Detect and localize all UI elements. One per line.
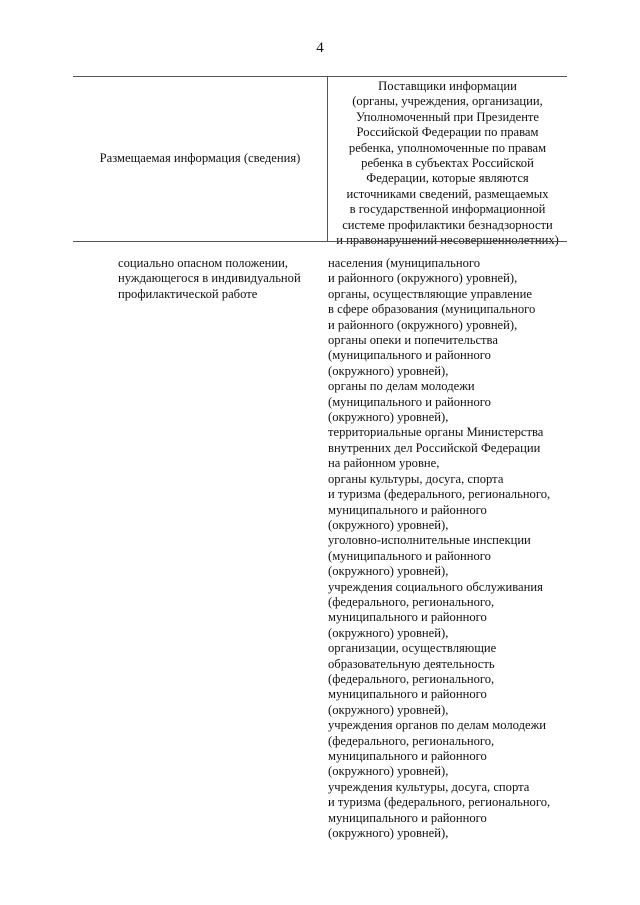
row-providers-line: муниципального и районного (328, 687, 487, 702)
row-providers-line: органы культуры, досуга, спорта (328, 471, 504, 486)
row-info-line: социально опасном положении, (118, 256, 289, 270)
row-providers-line: (муниципального и районного (328, 548, 491, 563)
row-providers-line: (окружного) уровней), (328, 702, 449, 717)
row-providers-line: в сфере образования (муниципального (328, 302, 536, 317)
row-providers-line: и районного (окружного) уровней), (328, 271, 518, 286)
row-cell-info (118, 256, 318, 302)
row-providers-line: (окружного) уровней), (328, 564, 449, 579)
row-providers-line: территориальные органы Министерства (328, 425, 544, 440)
header-providers-line: (органы, учреждения, организации, (352, 94, 543, 109)
row-providers-line: (окружного) уровней), (328, 625, 449, 640)
row-providers-line: муниципального и районного (328, 610, 487, 625)
row-info-line: профилактической работе (118, 286, 258, 301)
row-providers-line: (муниципального и районного (328, 348, 491, 363)
row-providers-line: населения (муниципального (328, 256, 481, 270)
row-providers-line: и туризма (федерального, регионального, (328, 795, 551, 810)
header-cell-providers (328, 79, 567, 248)
row-providers-line: (федерального, регионального, (328, 671, 495, 686)
row-providers-line: образовательную деятельность (328, 656, 495, 671)
header-providers-line: и правонарушений несовершеннолетних) (336, 233, 559, 248)
page-number: 4 (316, 40, 324, 56)
row-providers-line: (федерального, регионального, (328, 733, 495, 748)
header-providers-line: Поставщики информации (378, 79, 517, 93)
header-providers-line: системе профилактики безнадзорности (342, 217, 553, 232)
row-providers-line: и районного (окружного) уровней), (328, 317, 518, 332)
row-providers-line: (окружного) уровней), (328, 517, 449, 532)
row-providers-line: органы по делам молодежи (328, 379, 475, 394)
row-info-line: нуждающегося в индивидуальной (118, 271, 301, 286)
row-providers-line: органы опеки и попечительства (328, 333, 498, 348)
header-providers-line: ребенка в субъектах Российской (361, 156, 534, 171)
row-providers-line: (окружного) уровней), (328, 826, 449, 841)
row-providers-line: органы, осуществляющие управление (328, 286, 532, 301)
row-providers-line: учреждения социального обслуживания (328, 579, 543, 594)
header-providers-line: в государственной информационной (349, 202, 546, 217)
row-providers-line: и туризма (федерального, регионального, (328, 487, 551, 502)
header-cell-info (73, 76, 327, 241)
row-providers-line: муниципального и районного (328, 502, 487, 517)
header-providers-line: Федерации, которые являются (366, 171, 529, 186)
header-providers-line: ребенка, уполномоченные по правам (348, 140, 547, 155)
row-providers-line: организации, осуществляющие (328, 641, 497, 656)
row-providers-line: на районном уровне, (328, 456, 440, 471)
header-info-label: Размещаемая информация (сведения) (99, 151, 301, 165)
header-bottom-rule (73, 241, 567, 242)
header-providers-line: Уполномоченный при Президенте (355, 109, 540, 124)
header-providers-line: источниками сведений, размещаемых (346, 186, 549, 201)
header-providers-line: Российской Федерации по правам (356, 125, 539, 140)
row-providers-line: учреждения культуры, досуга, спорта (328, 779, 530, 794)
row-providers-line: (окружного) уровней), (328, 363, 449, 378)
row-providers-line: учреждения органов по делам молодежи (328, 718, 547, 733)
row-providers-line: уголовно-исполнительные инспекции (328, 533, 531, 548)
row-providers-line: муниципального и районного (328, 810, 487, 825)
row-cell-providers (328, 256, 567, 841)
row-providers-line: (окружного) уровней), (328, 410, 449, 425)
row-providers-line: (муниципального и районного (328, 394, 491, 409)
row-providers-line: внутренних дел Российской Федерации (328, 440, 541, 455)
row-providers-line: муниципального и районного (328, 749, 487, 763)
row-providers-line: (окружного) уровней), (328, 764, 449, 779)
row-providers-line: (федерального, регионального, (328, 594, 495, 609)
